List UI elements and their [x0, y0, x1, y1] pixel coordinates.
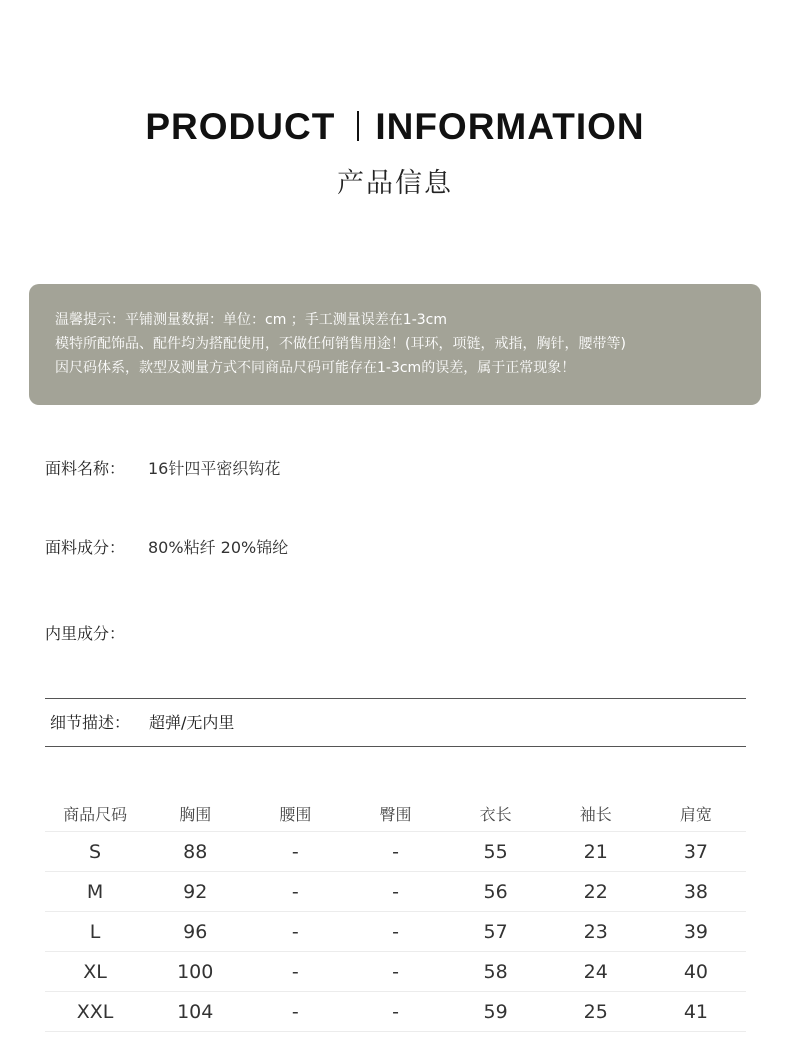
table-cell: 56 [446, 872, 546, 912]
column-header: 袖长 [546, 795, 646, 832]
notice-line: 温馨提示：平铺测量数据：单位：cm ；手工测量误差在1-3cm [55, 312, 447, 328]
detail-row [50, 710, 234, 733]
fabric-name-value: 16针四平密织钩花 [148, 459, 281, 478]
fabric-composition-row [45, 535, 288, 558]
column-header: 商品尺码 [45, 795, 145, 832]
notice-box [29, 284, 761, 405]
table-cell: M [45, 872, 145, 912]
page-subtitle: 产品信息 [337, 168, 453, 199]
size-table [45, 795, 746, 1032]
table-cell: 55 [446, 832, 546, 872]
detail-label: 细节描述： [50, 713, 131, 732]
table-cell: S [45, 832, 145, 872]
table-cell: - [345, 872, 445, 912]
page-title [0, 106, 790, 148]
divider-bottom [45, 746, 746, 747]
table-cell: - [245, 992, 345, 1032]
table-row [45, 872, 746, 912]
table-cell: 104 [145, 992, 245, 1032]
table-cell: - [345, 992, 445, 1032]
table-cell: 92 [145, 872, 245, 912]
column-header: 腰围 [245, 795, 345, 832]
table-cell: 59 [446, 992, 546, 1032]
table-row [45, 992, 746, 1032]
table-cell: L [45, 912, 145, 952]
column-header: 胸围 [145, 795, 245, 832]
notice-line: 因尺码体系，款型及测量方式不同商品尺码可能存在1-3cm的误差，属于正常现象！ [55, 360, 576, 376]
table-cell: 96 [145, 912, 245, 952]
table-cell: - [245, 872, 345, 912]
table-cell: 58 [446, 952, 546, 992]
table-cell: - [345, 952, 445, 992]
table-cell: - [345, 832, 445, 872]
table-row [45, 952, 746, 992]
table-cell: XXL [45, 992, 145, 1032]
table-cell: - [245, 832, 345, 872]
table-cell: 41 [646, 992, 746, 1032]
table-row [45, 832, 746, 872]
table-cell: 37 [646, 832, 746, 872]
table-cell: 57 [446, 912, 546, 952]
table-cell: - [245, 952, 345, 992]
title-separator [357, 111, 359, 141]
column-header: 肩宽 [646, 795, 746, 832]
title-product: PRODUCT [145, 106, 336, 147]
lining-composition-label: 内里成分： [45, 624, 126, 643]
detail-value: 超弹/无内里 [149, 713, 235, 732]
table-header-row [45, 795, 746, 832]
table-cell: 39 [646, 912, 746, 952]
fabric-name-label: 面料名称： [45, 459, 126, 478]
table-cell: - [345, 912, 445, 952]
table-cell: 25 [546, 992, 646, 1032]
table-cell: 38 [646, 872, 746, 912]
column-header: 衣长 [446, 795, 546, 832]
table-cell: 40 [646, 952, 746, 992]
table-cell: 100 [145, 952, 245, 992]
divider-top [45, 698, 746, 699]
column-header: 臀围 [345, 795, 445, 832]
lining-composition-row [45, 621, 148, 644]
table-cell: XL [45, 952, 145, 992]
table-cell: 88 [145, 832, 245, 872]
fabric-name-row [45, 456, 280, 479]
table-cell: 24 [546, 952, 646, 992]
table-cell: 22 [546, 872, 646, 912]
table-cell: 23 [546, 912, 646, 952]
table-row [45, 912, 746, 952]
table-cell: - [245, 912, 345, 952]
fabric-composition-value: 80%粘纤 20%锦纶 [148, 538, 289, 557]
table-cell: 21 [546, 832, 646, 872]
notice-line: 模特所配饰品、配件均为搭配使用，不做任何销售用途！(耳环，项链，戒指，胸针，腰带等) [55, 336, 626, 352]
fabric-composition-label: 面料成分： [45, 538, 126, 557]
title-information: INFORMATION [375, 106, 645, 147]
